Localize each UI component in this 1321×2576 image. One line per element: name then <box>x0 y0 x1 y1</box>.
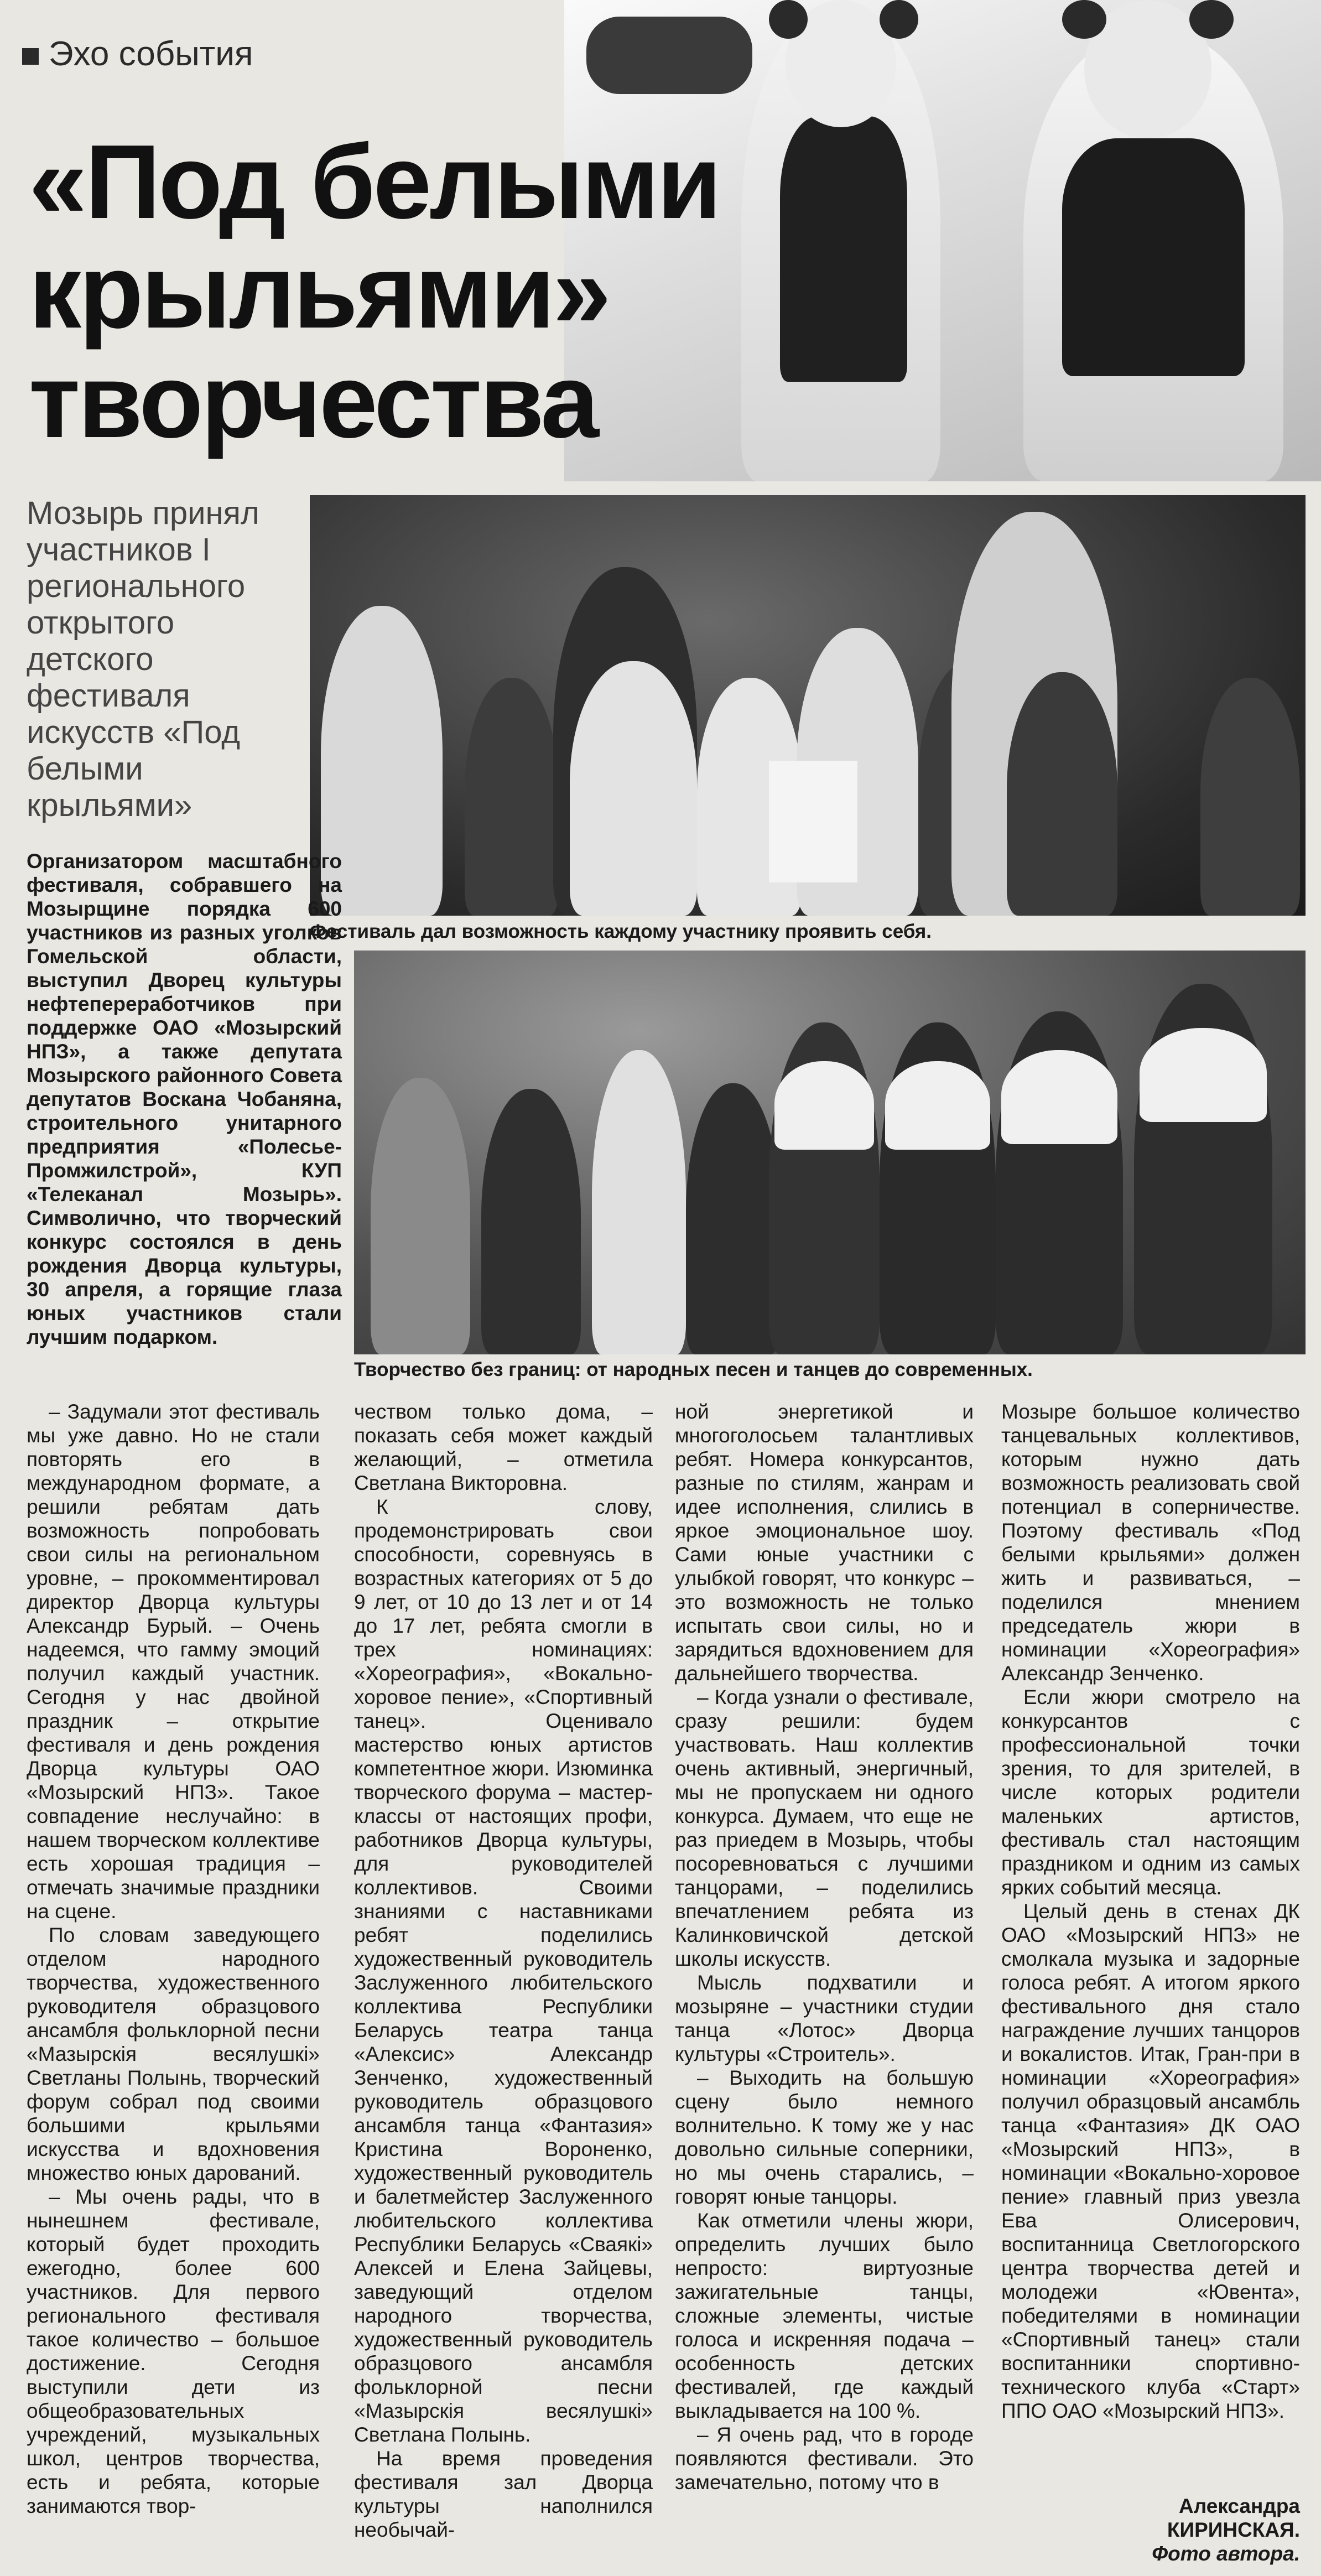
headline-line-1: «Под белыми <box>29 123 720 241</box>
diploma-image <box>769 761 857 882</box>
paragraph: ной энергетикой и многоголосьем талантливых ребят. Номера конкурсантов, разные по стилям, жанрам и идее исполнения, слились в яркое эмоциональное шоу. Сами юные участники с улыбкой говорят, что конкурс – это возможность не только испытать свои силы, но и зарядиться вдохновением для дальнейшего творчества. <box>675 1400 974 1685</box>
paragraph: Мысль подхватили и мозыряне – участники студии танца «Лотос» Дворца культуры «Строитель». <box>675 1971 974 2065</box>
paragraph: – Когда узнали о фестивале, сразу решили: будем участвовать. Наш коллектив очень активный, энергичный, мы не пропускаем ни одного конкурса. Думаем, что еще не раз приедем в Мозырь, чтобы посоревноваться с лучшими танцорами, – поделились впечатлением ребята из Калинковичской детской школы искусств. <box>675 1686 974 1970</box>
text-column-1 <box>27 1400 320 2518</box>
article-headline <box>29 123 720 460</box>
paragraph: Как отметили члены жюри, определить лучших было непросто: виртуозные зажигательные танцы, сложные элементы, чистые голоса и искренняя подача – особенность детских фестивалей, где каждый выкладывается на 100 %. <box>675 2209 974 2422</box>
paragraph: – Задумали этот фестиваль мы уже давно. Но не стали повторять его в международном формате, а решили ребятам дать возможность попробовать свои силы на региональном уровне, – прокомментировал директор Дворца культуры Александр Бурый. – Очень надеемся, что гамму эмоций получил каждый участник. Сегодня у нас двойной праздник – открытие фестиваля и день рождения Дворца культуры ОАО «Мозырский НПЗ». Такое совпадение неслучайно: в нашем творческом коллективе есть хорошая традиция – отмечать значимые праздники на сцене. <box>27 1400 320 1923</box>
text-column-2 <box>354 1400 653 2542</box>
paragraph: Если жюри смотрело на конкурсантов с профессиональной точки зрения, то для зрителей, в числе которых родители маленьких артистов, фестиваль стал настоящим праздником и одним из самых ярких событий месяца. <box>1001 1686 1300 1899</box>
paragraph: – Мы очень рады, что в нынешнем фестивале, который будет проходить ежегодно, более 600 участников. Для первого регионального фестиваля такое количество – большое достижение. Сегодня выступили дети из общеобразовательных учреждений, музыкальных школ, центров творчества, есть и ребята, которые занимаются твор- <box>27 2185 320 2517</box>
author-first-name: Александра <box>1179 2495 1300 2517</box>
text-column-3 <box>675 1400 974 2494</box>
author-byline <box>1084 2494 1300 2565</box>
headline-line-3: творчества <box>29 342 597 460</box>
rubric-label: Эхо события <box>49 35 253 73</box>
paragraph: На время проведения фестиваля зал Дворца культуры наполнился необычай- <box>354 2447 653 2541</box>
photo-credit: Фото автора. <box>1152 2542 1300 2565</box>
photo-group-diploma <box>310 495 1306 916</box>
square-bullet-icon <box>22 48 39 65</box>
article-subhead: Мозырь принял участников I регионального открытого детского фестиваля искусств «Под белыми крыльями» <box>27 495 259 823</box>
section-rubric <box>22 34 253 74</box>
paragraph: – Я очень рад, что в городе появляются фестивали. Это замечательно, потому что в <box>675 2423 974 2494</box>
author-last-name: КИРИНСКАЯ. <box>1167 2518 1300 2541</box>
paragraph: – Выходить на большую сцену было немного волнительно. К тому же у нас довольно сильные соперники, но мы очень старались, – говорят юные танцоры. <box>675 2066 974 2208</box>
paragraph: К слову, продемонстрировать свои способности, соревнуясь в возрастных категориях от 5 до 9 лет, от 10 до 13 лет и от 14 до 17 лет, ребята смогли в трех номинациях: «Хореография», «Вокально-хоровое пение», «Спортивный танец». Оценивало мастерство юных артистов компетентное жюри. Изюминка творческого форума – мастер-классы от настоящих профи, работников Дворца культуры, для руководителей коллективов. Своими знаниями с наставниками ребят поделились художественный руководитель Заслуженного любительского коллектива Республики Беларусь театра танца «Алексис» Александр Зенченко, художественный руководитель образцового ансамбля танца «Фантазия» Кристина Вороненко, художественный руководитель и балетмейстер Заслуженного любительского коллектива Республики Беларусь «Сваякі» Алексей и Елена Зайцевы, заведующий отделом народного творчества, художественный руководитель образцового ансамбля фольклорной песни «Мазырскія весялушкі» Светлана Полынь. <box>354 1495 653 2446</box>
text-column-4 <box>1001 1400 1300 2423</box>
photo-caption-2: Творчество без границ: от народных песен и танцев до современных. <box>354 1359 1033 1380</box>
photo-mouse-costumes <box>564 0 1321 481</box>
photo-caption-1: Фестиваль дал возможность каждому участнику проявить себя. <box>310 921 932 942</box>
photo-folk-dancers <box>354 951 1306 1354</box>
lead-paragraph: Организатором масштабного фестиваля, собравшего на Мозырщине порядка 600 участников из разных уголков Гомельской области, выступил Дворец культуры нефтепереработчиков при поддержке ОАО «Мозырский НПЗ», а также депутата Мозырского районного Совета депутатов Воскана Чобаняна, строительного унитарного предприятия «Полесье-Промжилстрой», КУП «Телеканал Мозырь». Символично, что творческий конкурс состоялся в день рождения Дворца культуры, 30 апреля, а горящие глаза юных участников стали лучшим подарком. <box>27 850 342 1348</box>
headline-line-2: крыльями» <box>29 233 609 350</box>
paragraph: Целый день в стенах ДК ОАО «Мозырский НПЗ» не смолкала музыка и задорные голоса ребят. А итогом яркого фестивального дня стало награждение лучших танцоров и вокалистов. Итак, Гран-при в номинации «Хореография» получил образцовый ансамбль танца «Фантазия» ДК ОАО «Мозырский НПЗ», в номинации «Вокально-хоровое пение» главный приз увезла Ева Олисерович, воспитанница Светлогорского центра творчества детей и молодежи «Ювента», победителями в номинации «Спортивный танец» стали воспитанники спортивно-технического клуба «Старт» ППО ОАО «Мозырский НПЗ». <box>1001 1900 1300 2422</box>
paragraph: чеством только дома, – показать себя может каждый желающий, – отметила Светлана Викторовна. <box>354 1400 653 1494</box>
paragraph: Мозыре большое количество танцевальных коллективов, которым нужно дать возможность реализовать свой потенциал в соперничестве. Поэтому фестиваль «Под белыми крыльями» должен жить и развиваться, – поделился мнением председатель жюри в номинации «Хореография» Александр Зенченко. <box>1001 1400 1300 1685</box>
paragraph: По словам заведующего отделом народного творчества, художественного руководителя образцового ансамбля фольклорной песни «Мазырскія весялушкі» Светланы Полынь, творческий форум собрал под своими большими крыльями искусства и вдохновения множество юных дарований. <box>27 1924 320 2184</box>
